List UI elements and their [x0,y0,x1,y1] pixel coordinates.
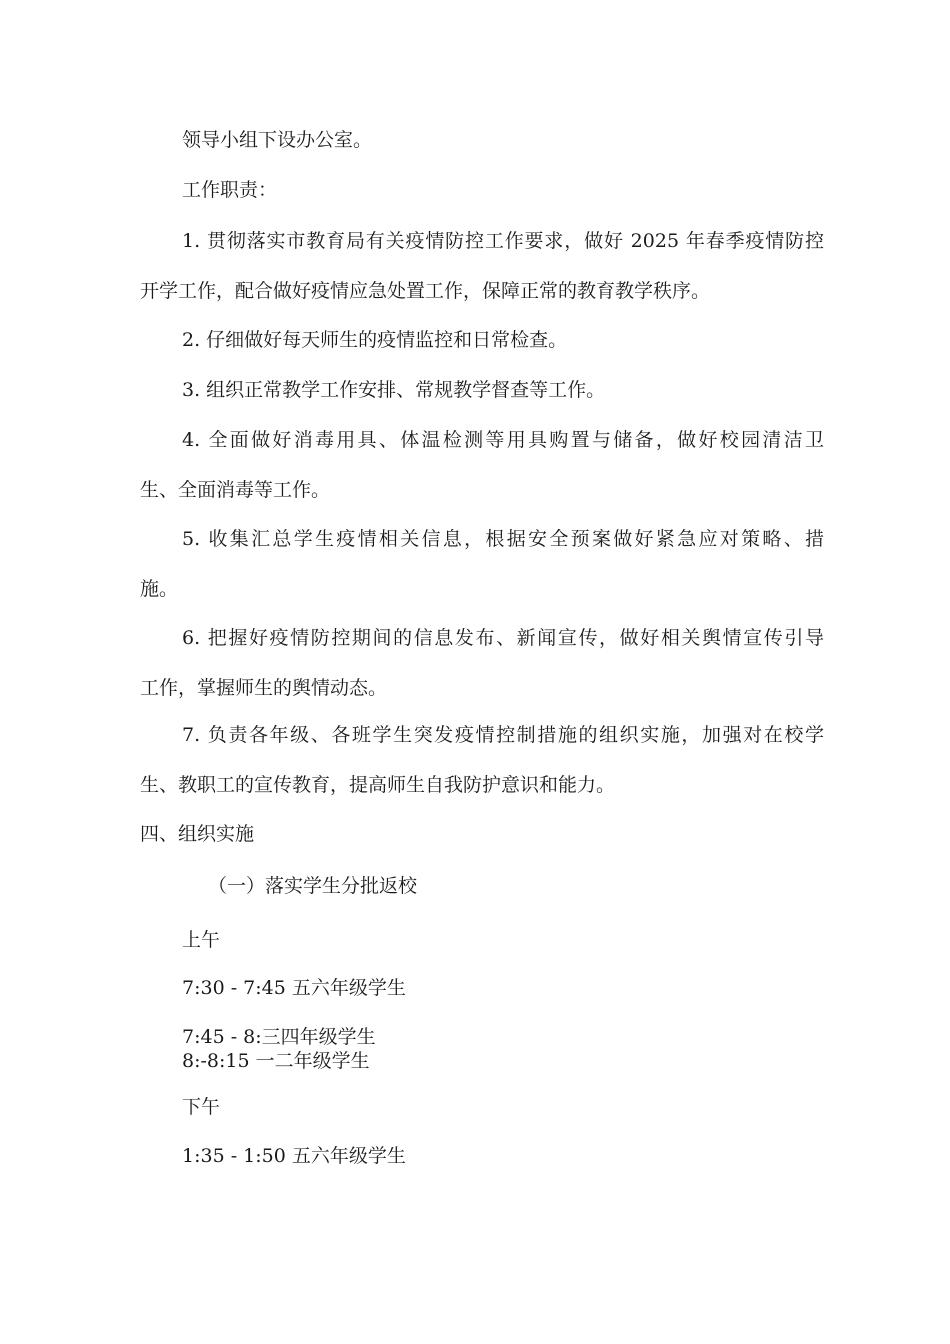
duty-5-line-1: 5. 收集汇总学生疫情相关信息，根据安全预案做好紧急应对策略、措 [182,528,824,550]
paragraph-office: 领导小组下设办公室。 [182,129,373,151]
duty-4-line-1: 4. 全面做好消毒用具、体温检测等用具购置与储备，做好校园清洁卫 [182,429,824,451]
duty-1-line-1: 1. 贯彻落实市教育局有关疫情防控工作要求，做好 2025 年春季疫情防控 [182,230,824,252]
duty-7-line-1: 7. 负责各年级、各班学生突发疫情控制措施的组织实施，加强对在校学 [182,724,824,746]
duties-heading: 工作职责： [182,179,278,201]
morning-label: 上午 [182,929,221,951]
subsection-1-heading: （一）落实学生分批返校 [208,875,418,897]
duty-1-line-2: 开学工作，配合做好疫情应急处置工作，保障正常的教育教学秩序。 [140,280,711,302]
duty-4-line-2: 生、全面消毒等工作。 [140,479,331,501]
morning-slot-2: 7:45 - 8:三四年级学生 [182,1026,376,1048]
duty-5-line-2: 施。 [140,578,179,600]
duty-6-line-1: 6. 把握好疫情防控期间的信息发布、新闻宣传，做好相关舆情宣传引导 [182,627,824,649]
duty-7-line-2: 生、教职工的宣传教育，提高师生自我防护意识和能力。 [140,774,616,796]
afternoon-slot-1: 1:35 - 1:50 五六年级学生 [182,1145,406,1167]
duty-6-line-2: 工作，掌握师生的舆情动态。 [140,677,388,699]
morning-slot-3: 8:-8:15 一二年级学生 [182,1050,370,1072]
section-4-heading: 四、组织实施 [140,823,255,845]
afternoon-label: 下午 [182,1096,221,1118]
duty-3: 3. 组织正常教学工作安排、常规教学督查等工作。 [182,379,606,401]
morning-slot-1: 7:30 - 7:45 五六年级学生 [182,977,406,999]
duty-2: 2. 仔细做好每天师生的疫情监控和日常检查。 [182,329,568,351]
